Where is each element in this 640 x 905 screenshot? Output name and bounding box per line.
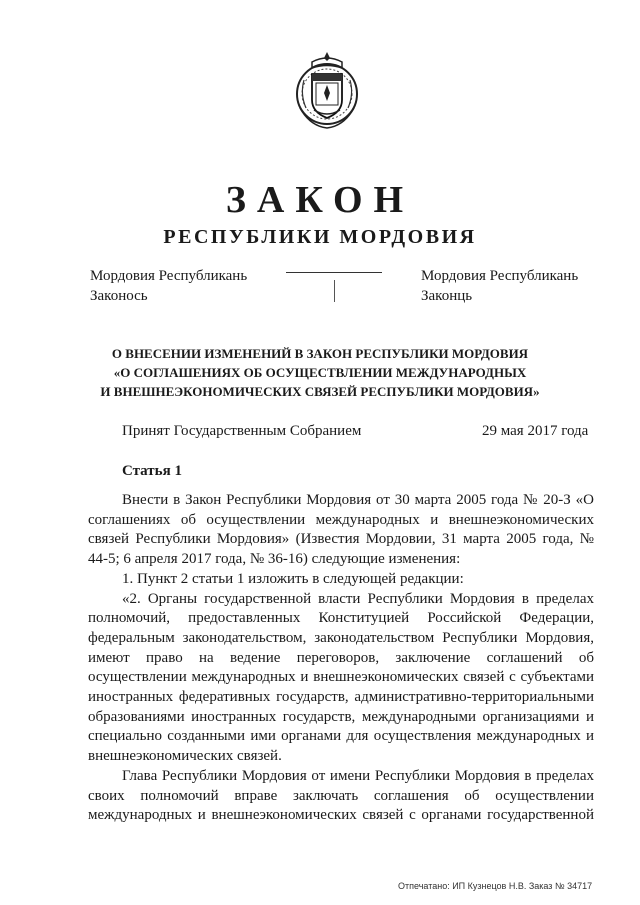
article-title: Статья 1	[122, 463, 182, 479]
law-title: ЗАКОН	[225, 179, 415, 221]
moksha-line-1: Мордовия Республикань	[90, 268, 248, 284]
heading-line: И ВНЕШНЕЭКОНОМИЧЕСКИХ СВЯЗЕЙ РЕСПУБЛИКИ МОРДОВИЯ»	[100, 384, 540, 399]
law-title-erzya	[421, 266, 578, 306]
erzya-line-1: Мордовия Республикань	[421, 268, 579, 284]
paragraph: Внести в Закон Республики Мордовия от 30 марта 2005 года № 20-З «О соглашениях об осуществлении международных и внешнеэкономических связей Республики Мордовия» (Известия Мордовии, 31 марта 2005 года, № 44-5; 6 апреля 2017 года, № 36-16) следующие изменения:	[88, 492, 594, 568]
header-divider-line	[286, 272, 382, 273]
paragraph: 1. Пункт 2 статьи 1 изложить в следующей редакции:	[122, 570, 464, 587]
adoption-date: 29 мая 2017 года	[482, 423, 589, 439]
print-footer: Отпечатано: ИП Кузнецов Н.В. Заказ № 34717	[398, 881, 593, 891]
header-divider-tick	[334, 280, 335, 302]
law-title-moksha	[90, 266, 247, 306]
paragraph: Глава Республики Мордовия от имени Республики Мордовия в пределах своих полномочий вправе заключать соглашения об осуществлении международных и внешнеэкономических связей с органами государственной	[88, 767, 594, 824]
heading-line: «О СОГЛАШЕНИЯХ ОБ ОСУЩЕСТВЛЕНИИ МЕЖДУНАРОДНЫХ	[113, 365, 527, 380]
erzya-line-2: Законць	[421, 288, 473, 304]
moksha-line-2: Законось	[90, 288, 148, 304]
coat-of-arms-emblem	[292, 50, 362, 132]
law-subtitle: РЕСПУБЛИКИ МОРДОВИЯ	[163, 226, 477, 248]
document-heading	[60, 344, 580, 401]
paragraph: «2. Органы государственной власти Республики Мордовия в пределах полномочий, предоставленных Конституцией Российской Федерации, федеральным законодательством, законодательством Республики Мордовия, имеют право на ведение переговоров, заключение соглашений об осуществлении международных и внешнеэкономических связей с субъектами иностранных федеративных государств, административно-территориальными образованиями иностранных государств, международными организациями и специально созданными ими органами для осуществления международных и внешнеэкономических связей.	[88, 590, 594, 765]
article-body	[88, 491, 594, 826]
adoption-statement: Принят Государственным Собранием	[122, 423, 362, 439]
heading-line: О ВНЕСЕНИИ ИЗМЕНЕНИЙ В ЗАКОН РЕСПУБЛИКИ МОРДОВИЯ	[111, 346, 529, 361]
